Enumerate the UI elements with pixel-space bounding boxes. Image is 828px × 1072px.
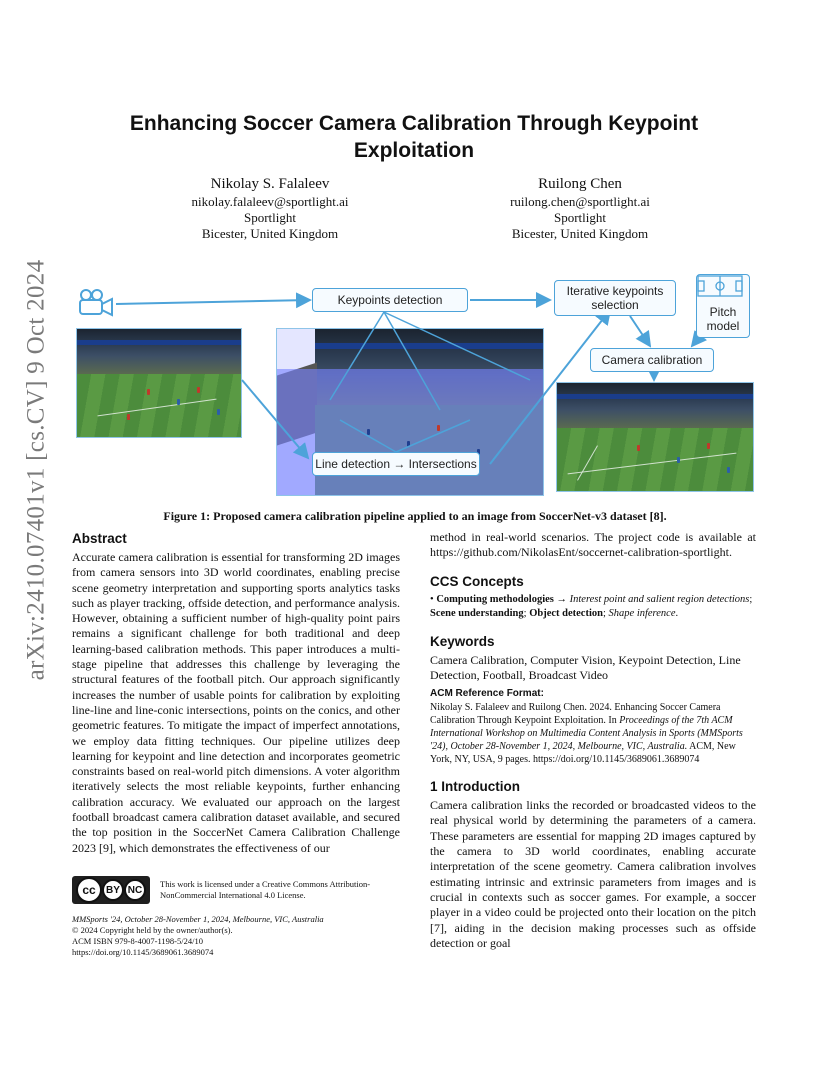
author-email[interactable]: nikolay.falaleev@sportlight.ai — [191, 194, 349, 209]
left-column — [72, 530, 400, 856]
author-block-2 — [460, 175, 700, 242]
copyright-line: © 2024 Copyright held by the owner/author(s). — [72, 925, 233, 935]
author-location: Bicester, United Kingdom — [511, 226, 649, 241]
pitch-model-box: Pitch model — [696, 274, 750, 338]
author-affiliation: Sportlight — [243, 210, 296, 225]
cc-icon: cc — [76, 877, 102, 903]
abstract-heading: Abstract — [72, 531, 127, 546]
author-affiliation: Sportlight — [553, 210, 606, 225]
right-column — [430, 530, 756, 951]
introduction-text: Camera calibration links the recorded or broadcasted videos to the real physical world by determining the parameters of a camera. These parameters are essential for mapping 2D images captured by the camera to 3D world coordinates, enabling accurate interpretation of the scene geometry. Camera calibration involves estimating intrinsic and extrinsic parameters from images and is crucial in contexts such as soccer games. For example, a soccer player in a video could be projected onto their location on the pitch [7], aiding in the decision making processes such as offside detection or goal — [430, 798, 756, 950]
iterative-selection-box: Iterative keypoints selection — [554, 280, 676, 316]
abstract-text: Accurate camera calibration is essential for transforming 2D images from camera sensors into 3D world coordinates, enabling precise scene geometry interpretation and supporting sports analytics tasks such as player tracking, offside detection, and performance analysis. However, obtaining a sufficient number of high-quality point pairs remains a significant challenge for both traditional and deep learning-based calibration methods. This paper introduces a multi-stage pipeline that addresses this challenge by leveraging the structural features of the football pitch. Our approach significantly increases the number of usable points for calibration by exploiting line-line and line-conic intersections, points on the conics, and other geometric features. To mitigate the impact of imperfect annotations, we employ data fitting techniques. Our pipeline utilizes deep learning for keypoint and line detection and incorporates geometric constraints based on real-world pitch dimensions. A voter algorithm iteratively selects the most reliable keypoints, further enhancing calibration accuracy. We evaluated our approach on the largest football broadcast camera calibration dataset available, and secured the top position in the SoccerNet Camera Calibration Challenge 2023 [9], which demonstrates the effectiveness of our — [72, 550, 400, 855]
ccs-heading: CCS Concepts — [430, 573, 524, 589]
paper-title: Enhancing Soccer Camera Calibration Through Keypoint Exploitation — [129, 112, 699, 162]
pipeline-figure — [70, 270, 760, 500]
acm-reference: Nikolay S. Falaleev and Ruilong Chen. 2024. Enhancing Soccer Camera Calibration Through Keypoint Exploitation. In Proceedings of the 7th ACM International Workshop on Multimedia Content Analysis in Sports (MMSports '24), October 28-November 1, 2024, Melbourne, VIC, Australia. ACM, New York, NY, USA, 9 pages. https://doi.org/10.1145/3689061.3689074 — [430, 702, 743, 766]
author-name: Ruilong Chen — [538, 176, 622, 192]
keypoints-detection-box: Keypoints detection — [312, 288, 468, 312]
author-name: Nikolay S. Falaleev — [210, 176, 330, 192]
acm-reference-heading: ACM Reference Format: — [430, 688, 544, 700]
license-block — [72, 874, 400, 906]
conference-line: MMSports '24, October 28-November 1, 2024, Melbourne, VIC, Australia — [72, 914, 324, 924]
isbn-line: ACM ISBN 979-8-4007-1198-5/24/10 — [72, 936, 203, 946]
author-block-1 — [150, 175, 390, 242]
introduction-heading: 1 Introduction — [430, 779, 520, 795]
camera-calibration-box: Camera calibration — [590, 348, 714, 372]
keywords-text: Camera Calibration, Computer Vision, Keypoint Detection, Line Detection, Football, Broadcast Video — [430, 652, 741, 682]
by-icon: BY — [102, 879, 124, 901]
figure-caption: Figure 1: Proposed camera calibration pipeline applied to an image from SoccerNet-v3 dataset [8]. — [163, 509, 667, 523]
doi-link[interactable]: https://doi.org/10.1145/3689061.3689074 — [72, 947, 214, 957]
arxiv-stamp — [8, 180, 64, 760]
abstract-continuation: method in real-world scenarios. The project code is available at https://github.com/NikolasEnt/soccernet-calibration-sportlight. — [430, 530, 756, 560]
ccs-concepts: • Computing methodologies → Interest point and salient region detections; Scene understanding; Object detection; Shape inference. — [430, 593, 753, 619]
license-text: This work is licensed under a Creative Commons Attribution-NonCommercial International 4.0 License. — [160, 879, 371, 900]
line-detection-box: Line detection → Intersections — [312, 452, 480, 476]
publication-info — [72, 914, 400, 958]
author-location: Bicester, United Kingdom — [201, 226, 339, 241]
arxiv-stamp-text: arXiv:2410.07401v1 [cs.CV] 9 Oct 2024 — [22, 259, 49, 681]
keywords-heading: Keywords — [430, 633, 495, 649]
author-email[interactable]: ruilong.chen@sportlight.ai — [510, 194, 650, 209]
cc-by-nc-badge[interactable] — [72, 876, 150, 904]
nc-icon: NC — [124, 879, 146, 901]
pitch-icon — [697, 275, 743, 297]
